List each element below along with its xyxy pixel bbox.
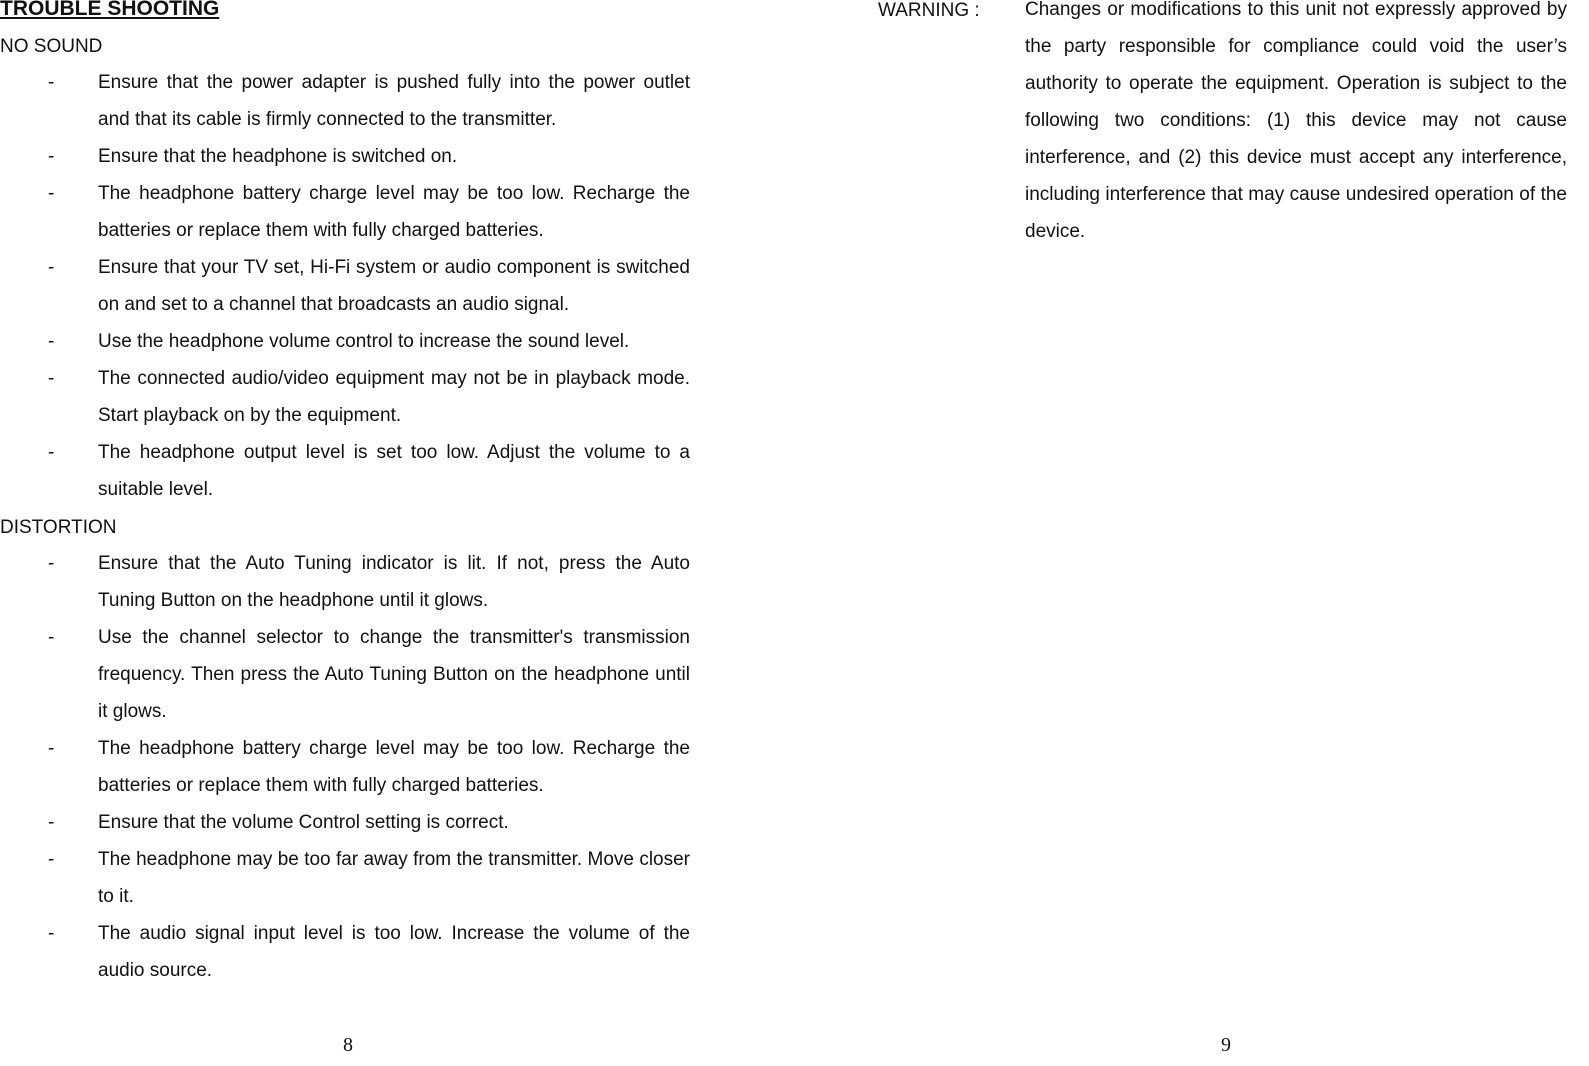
warning-text: Changes or modifications to this unit not expressly approved by the party responsible for compliance could void the user’s authority to operate the equipment. Operation is subject to the following two conditions: (1) this device may not cause interference, and (2) this device must accept any interference, including interference that may cause undesired operation of the device. bbox=[1025, 0, 1567, 242]
page-number: 8 bbox=[343, 1034, 353, 1056]
list-item-text: The connected audio/video equipment may not be in playback mode. Start playback on by the equipment. bbox=[98, 368, 690, 426]
dash-marker: - bbox=[48, 738, 55, 759]
right-page bbox=[800, 0, 1589, 1066]
list-item-text: The headphone battery charge level may be too low. Recharge the batteries or replace them with fully charged batteries. bbox=[98, 738, 690, 796]
dash-marker: - bbox=[48, 923, 55, 944]
list-item-text: The headphone battery charge level may be too low. Recharge the batteries or replace them with fully charged batteries. bbox=[98, 183, 690, 241]
list-item-text: Ensure that the volume Control setting is correct. bbox=[98, 812, 509, 833]
dash-marker: - bbox=[48, 442, 55, 463]
list-item-text: Use the headphone volume control to increase the sound level. bbox=[98, 331, 630, 352]
dash-marker: - bbox=[48, 368, 55, 389]
left-page bbox=[0, 0, 700, 1066]
dash-marker: - bbox=[48, 146, 55, 167]
page-number: 9 bbox=[1221, 1034, 1231, 1056]
section-heading-distortion: DISTORTION bbox=[0, 517, 117, 538]
page-title: TROUBLE SHOOTING bbox=[0, 0, 220, 20]
list-item-text: Ensure that the power adapter is pushed fully into the power outlet and that its cable is firmly connected to the transmitter. bbox=[98, 72, 690, 130]
dash-marker: - bbox=[48, 331, 55, 352]
dash-marker: - bbox=[48, 183, 55, 204]
dash-marker: - bbox=[48, 627, 55, 648]
dash-marker: - bbox=[48, 72, 55, 93]
list-item-text: Use the channel selector to change the transmitter's transmission frequency. Then press the Auto Tuning Button on the headphone until it glows. bbox=[98, 627, 690, 722]
list-item-text: Ensure that the headphone is switched on. bbox=[98, 146, 458, 167]
dash-marker: - bbox=[48, 812, 55, 833]
list-item-text: Ensure that your TV set, Hi-Fi system or audio component is switched on and set to a channel that broadcasts an audio signal. bbox=[98, 257, 690, 315]
dash-marker: - bbox=[48, 849, 55, 870]
warning-label: WARNING : bbox=[878, 0, 980, 21]
list-item-text: The headphone may be too far away from the transmitter. Move closer to it. bbox=[98, 849, 690, 907]
list-item-text: Ensure that the Auto Tuning indicator is lit. If not, press the Auto Tuning Button on the headphone until it glows. bbox=[98, 553, 690, 611]
dash-marker: - bbox=[48, 257, 55, 278]
list-item-text: The audio signal input level is too low. Increase the volume of the audio source. bbox=[98, 923, 690, 981]
section-heading-no-sound: NO SOUND bbox=[0, 36, 103, 57]
list-item-text: The headphone output level is set too low. Adjust the volume to a suitable level. bbox=[98, 442, 690, 500]
dash-marker: - bbox=[48, 553, 55, 574]
